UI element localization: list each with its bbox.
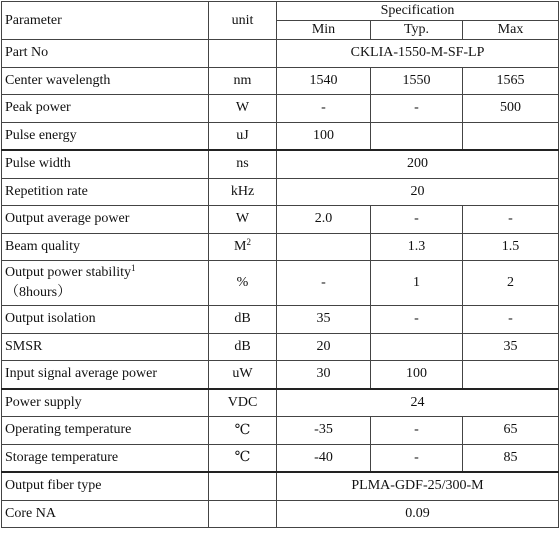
header-unit: unit bbox=[209, 2, 277, 40]
typ-cell bbox=[371, 333, 463, 361]
unit-text: M bbox=[234, 238, 247, 254]
min-cell: -35 bbox=[277, 417, 371, 445]
max-cell: 500 bbox=[463, 95, 559, 123]
param-cell: Peak power bbox=[2, 95, 209, 123]
param-cell: Center wavelength bbox=[2, 67, 209, 95]
header-max: Max bbox=[463, 21, 559, 40]
min-cell: 30 bbox=[277, 361, 371, 389]
typ-cell: - bbox=[371, 417, 463, 445]
typ-cell: - bbox=[371, 306, 463, 334]
table-row bbox=[2, 122, 559, 150]
value-span-cell: PLMA-GDF-25/300-M bbox=[277, 472, 559, 500]
header-row bbox=[2, 2, 559, 21]
min-cell: 100 bbox=[277, 122, 371, 150]
unit-cell: W bbox=[209, 206, 277, 234]
unit-cell: ℃ bbox=[209, 417, 277, 445]
value-span-cell: 0.09 bbox=[277, 500, 559, 528]
max-cell: 65 bbox=[463, 417, 559, 445]
param-cell: Storage temperature bbox=[2, 444, 209, 472]
param-cell: Input signal average power bbox=[2, 361, 209, 389]
table-row bbox=[2, 233, 559, 261]
min-cell: - bbox=[277, 95, 371, 123]
unit-cell bbox=[209, 40, 277, 68]
min-cell: -40 bbox=[277, 444, 371, 472]
unit-cell bbox=[209, 472, 277, 500]
param-subtext: （8hours） bbox=[5, 285, 72, 300]
table-row bbox=[2, 40, 559, 68]
typ-cell: - bbox=[371, 95, 463, 123]
table-row bbox=[2, 472, 559, 500]
unit-cell bbox=[209, 233, 277, 261]
footnote-marker: 1 bbox=[131, 263, 136, 273]
unit-cell: % bbox=[209, 261, 277, 306]
header-typ: Typ. bbox=[371, 21, 463, 40]
unit-cell bbox=[209, 500, 277, 528]
table-row bbox=[2, 361, 559, 389]
table-row bbox=[2, 150, 559, 178]
typ-cell: 1.3 bbox=[371, 233, 463, 261]
unit-cell: uW bbox=[209, 361, 277, 389]
max-cell: 2 bbox=[463, 261, 559, 306]
param-cell: Operating temperature bbox=[2, 417, 209, 445]
table-row bbox=[2, 178, 559, 206]
unit-cell: ℃ bbox=[209, 444, 277, 472]
param-cell: SMSR bbox=[2, 333, 209, 361]
unit-cell: ns bbox=[209, 150, 277, 178]
value-span-cell: 24 bbox=[277, 389, 559, 417]
table-row bbox=[2, 444, 559, 472]
param-cell: Beam quality bbox=[2, 233, 209, 261]
param-cell: Part No bbox=[2, 40, 209, 68]
value-span-cell: 20 bbox=[277, 178, 559, 206]
max-cell: 1565 bbox=[463, 67, 559, 95]
param-cell: Output average power bbox=[2, 206, 209, 234]
min-cell: 1540 bbox=[277, 67, 371, 95]
unit-cell: nm bbox=[209, 67, 277, 95]
header-specification: Specification bbox=[277, 2, 559, 21]
table-row bbox=[2, 500, 559, 528]
table-row bbox=[2, 333, 559, 361]
param-cell: Core NA bbox=[2, 500, 209, 528]
min-cell: 20 bbox=[277, 333, 371, 361]
min-cell: 2.0 bbox=[277, 206, 371, 234]
unit-cell: W bbox=[209, 95, 277, 123]
max-cell: 1.5 bbox=[463, 233, 559, 261]
typ-cell: - bbox=[371, 206, 463, 234]
max-cell bbox=[463, 361, 559, 389]
param-cell bbox=[2, 261, 209, 306]
param-cell: Output fiber type bbox=[2, 472, 209, 500]
typ-cell: 100 bbox=[371, 361, 463, 389]
unit-superscript: 2 bbox=[246, 236, 251, 247]
param-text: Output power stability bbox=[5, 265, 131, 280]
param-cell: Power supply bbox=[2, 389, 209, 417]
max-cell: 35 bbox=[463, 333, 559, 361]
header-min: Min bbox=[277, 21, 371, 40]
value-span-cell: CKLIA-1550-M-SF-LP bbox=[277, 40, 559, 68]
min-cell: 35 bbox=[277, 306, 371, 334]
typ-cell: - bbox=[371, 444, 463, 472]
table-row bbox=[2, 261, 559, 306]
max-cell bbox=[463, 122, 559, 150]
unit-cell: uJ bbox=[209, 122, 277, 150]
unit-cell: dB bbox=[209, 306, 277, 334]
max-cell: - bbox=[463, 306, 559, 334]
table-row bbox=[2, 95, 559, 123]
unit-cell: dB bbox=[209, 333, 277, 361]
typ-cell: 1 bbox=[371, 261, 463, 306]
header-parameter: Parameter bbox=[2, 2, 209, 40]
param-cell: Output isolation bbox=[2, 306, 209, 334]
param-cell: Repetition rate bbox=[2, 178, 209, 206]
table-row bbox=[2, 389, 559, 417]
max-cell: 85 bbox=[463, 444, 559, 472]
typ-cell bbox=[371, 122, 463, 150]
specification-table bbox=[1, 1, 559, 528]
table-row bbox=[2, 206, 559, 234]
min-cell: - bbox=[277, 261, 371, 306]
table-row bbox=[2, 67, 559, 95]
param-cell: Pulse energy bbox=[2, 122, 209, 150]
table-row bbox=[2, 417, 559, 445]
param-cell: Pulse width bbox=[2, 150, 209, 178]
unit-cell: kHz bbox=[209, 178, 277, 206]
typ-cell: 1550 bbox=[371, 67, 463, 95]
max-cell: - bbox=[463, 206, 559, 234]
unit-cell: VDC bbox=[209, 389, 277, 417]
min-cell bbox=[277, 233, 371, 261]
table-row bbox=[2, 306, 559, 334]
value-span-cell: 200 bbox=[277, 150, 559, 178]
